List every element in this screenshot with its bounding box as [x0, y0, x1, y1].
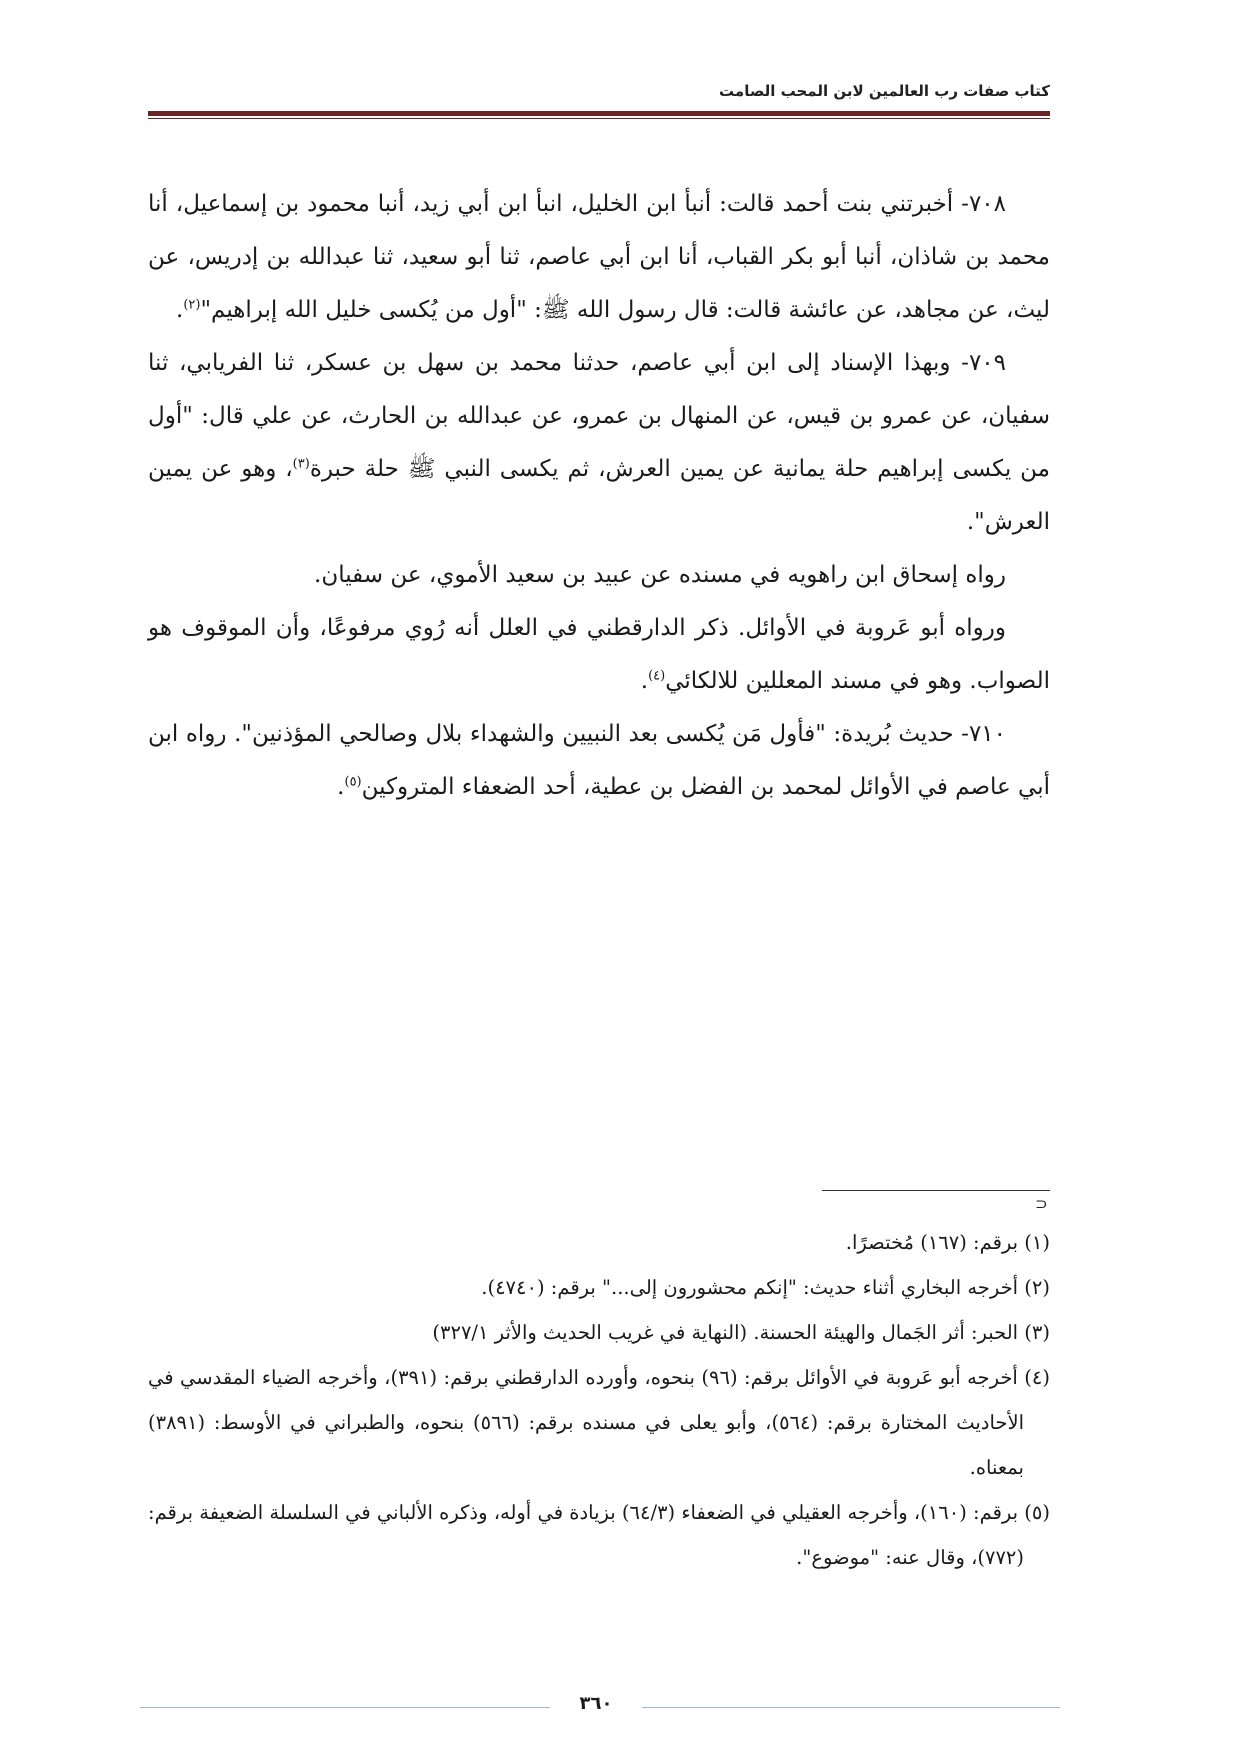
- paragraph-710-end: .: [337, 774, 345, 800]
- footnote-separator: [822, 1190, 1050, 1191]
- header-rule-thin: [148, 118, 1050, 119]
- paragraph-rahawayh: رواه إسحاق ابن راهويه في مسنده عن عبيد بن سعيد الأموي، عن سفيان.: [314, 562, 1006, 588]
- paragraph-708-text: ٧٠٨- أخبرتني بنت أحمد قالت: أنبأ ابن الخليل، انبأ ابن أبي زيد، أنبا محمود بن إسماعيل، أنا محمد بن شاذان، أنبا أبو بكر القباب، أنا ابن أبي عاصم، ثنا أبو سعيد، ثنا عبدالله بن إدريس، عن ليث، عن مجاهد، عن عائشة قالت: قال رسول الله ﷺ: "أول من يُكسى خليل الله إبراهيم": [148, 191, 1050, 323]
- footnote-ref-5: (٥): [344, 774, 362, 790]
- footnote-ref-3: (٣): [292, 456, 310, 472]
- footnote-ref-4: (٤): [648, 668, 666, 684]
- footer-rule-left: [140, 1707, 550, 1708]
- main-text: [148, 178, 1050, 814]
- footnote-4: (٤) أخرجه أبو عَروبة في الأوائل برقم: (٩٦) بنحوه، وأورده الدارقطني برقم: (٣٩١)، وأخرجه الضياء المقدسي في الأحاديث المختارة برقم: (٥٦٤)، وأبو يعلى في مسنده برقم: (٥٦٦) بنحوه، والطبراني في الأوسط: (٣٨٩١) بمعناه.: [148, 1366, 1051, 1479]
- paragraph-708-end: .: [176, 297, 184, 323]
- page-number: ٣٦٠: [579, 1693, 613, 1714]
- footer-rule-right: [642, 1707, 1060, 1708]
- footnote-1: (١) برقم: (١٦٧) مُختصرًا.: [845, 1231, 1050, 1254]
- footnotes: [148, 1220, 1050, 1580]
- footnote-3: (٣) الحبر: أثر الجَمال والهيئة الحسنة. (النهاية في غريب الحديث والأثر ٣٢٧/١): [432, 1321, 1050, 1344]
- paragraph-708: [148, 178, 1050, 337]
- footnote-ref-2: (٢): [183, 297, 201, 313]
- footnote-2: (٢) أخرجه البخاري أثناء حديث: "إنكم محشورون إلى..." برقم: (٤٧٤٠).: [481, 1276, 1050, 1299]
- paragraph-709-end: ، وهو عن يمين العرش".: [148, 456, 1050, 535]
- header-rule: [148, 111, 1050, 116]
- paragraph-abu-aruba: [148, 602, 1050, 708]
- paragraph-709: [148, 337, 1050, 549]
- paragraph-710-text: ٧١٠- حديث بُريدة: "فأول مَن يُكسى بعد النبيين والشهداء بلال وصالحي المؤذنين". رواه ابن أبي عاصم في الأوائل لمحمد بن الفضل بن عطية، أحد الضعفاء المتروكين: [148, 721, 1050, 800]
- paragraph-abu-aruba-end: .: [640, 668, 649, 694]
- footnote-5: (٥) برقم: (١٦٠)، وأخرجه العقيلي في الضعفاء (٦٤/٣) بزيادة في أوله، وذكره الألباني في السلسلة الضعيفة برقم: (٧٧٢)، وقال عنه: "موضوع".: [148, 1501, 1051, 1569]
- paragraph-709-text: ٧٠٩- وبهذا الإسناد إلى ابن أبي عاصم، حدثنا محمد بن سهل بن عسكر، ثنا الفريابي، ثنا سفيان، عن عمرو بن قيس، عن المنهال بن عمرو، عن عبدالله بن الحارث، عن علي قال: "أول من يكسى إبراهيم حلة يمانية عن يمين العرش، ثم يكسى النبي ﷺ حلة حبرة: [148, 350, 1050, 482]
- footnote-mark: ﬤ: [1036, 1196, 1047, 1212]
- running-header: كتاب صفات رب العالمين لابن المحب الصامت: [719, 82, 1050, 100]
- paragraph-710: [148, 708, 1050, 814]
- paragraph-abu-aruba-text: ورواه أبو عَروبة في الأوائل. ذكر الدارقطني في العلل أنه رُوي مرفوعًا، وأن الموقوف هو الصواب. وهو في مسند المعللين للالكائي: [148, 615, 1050, 694]
